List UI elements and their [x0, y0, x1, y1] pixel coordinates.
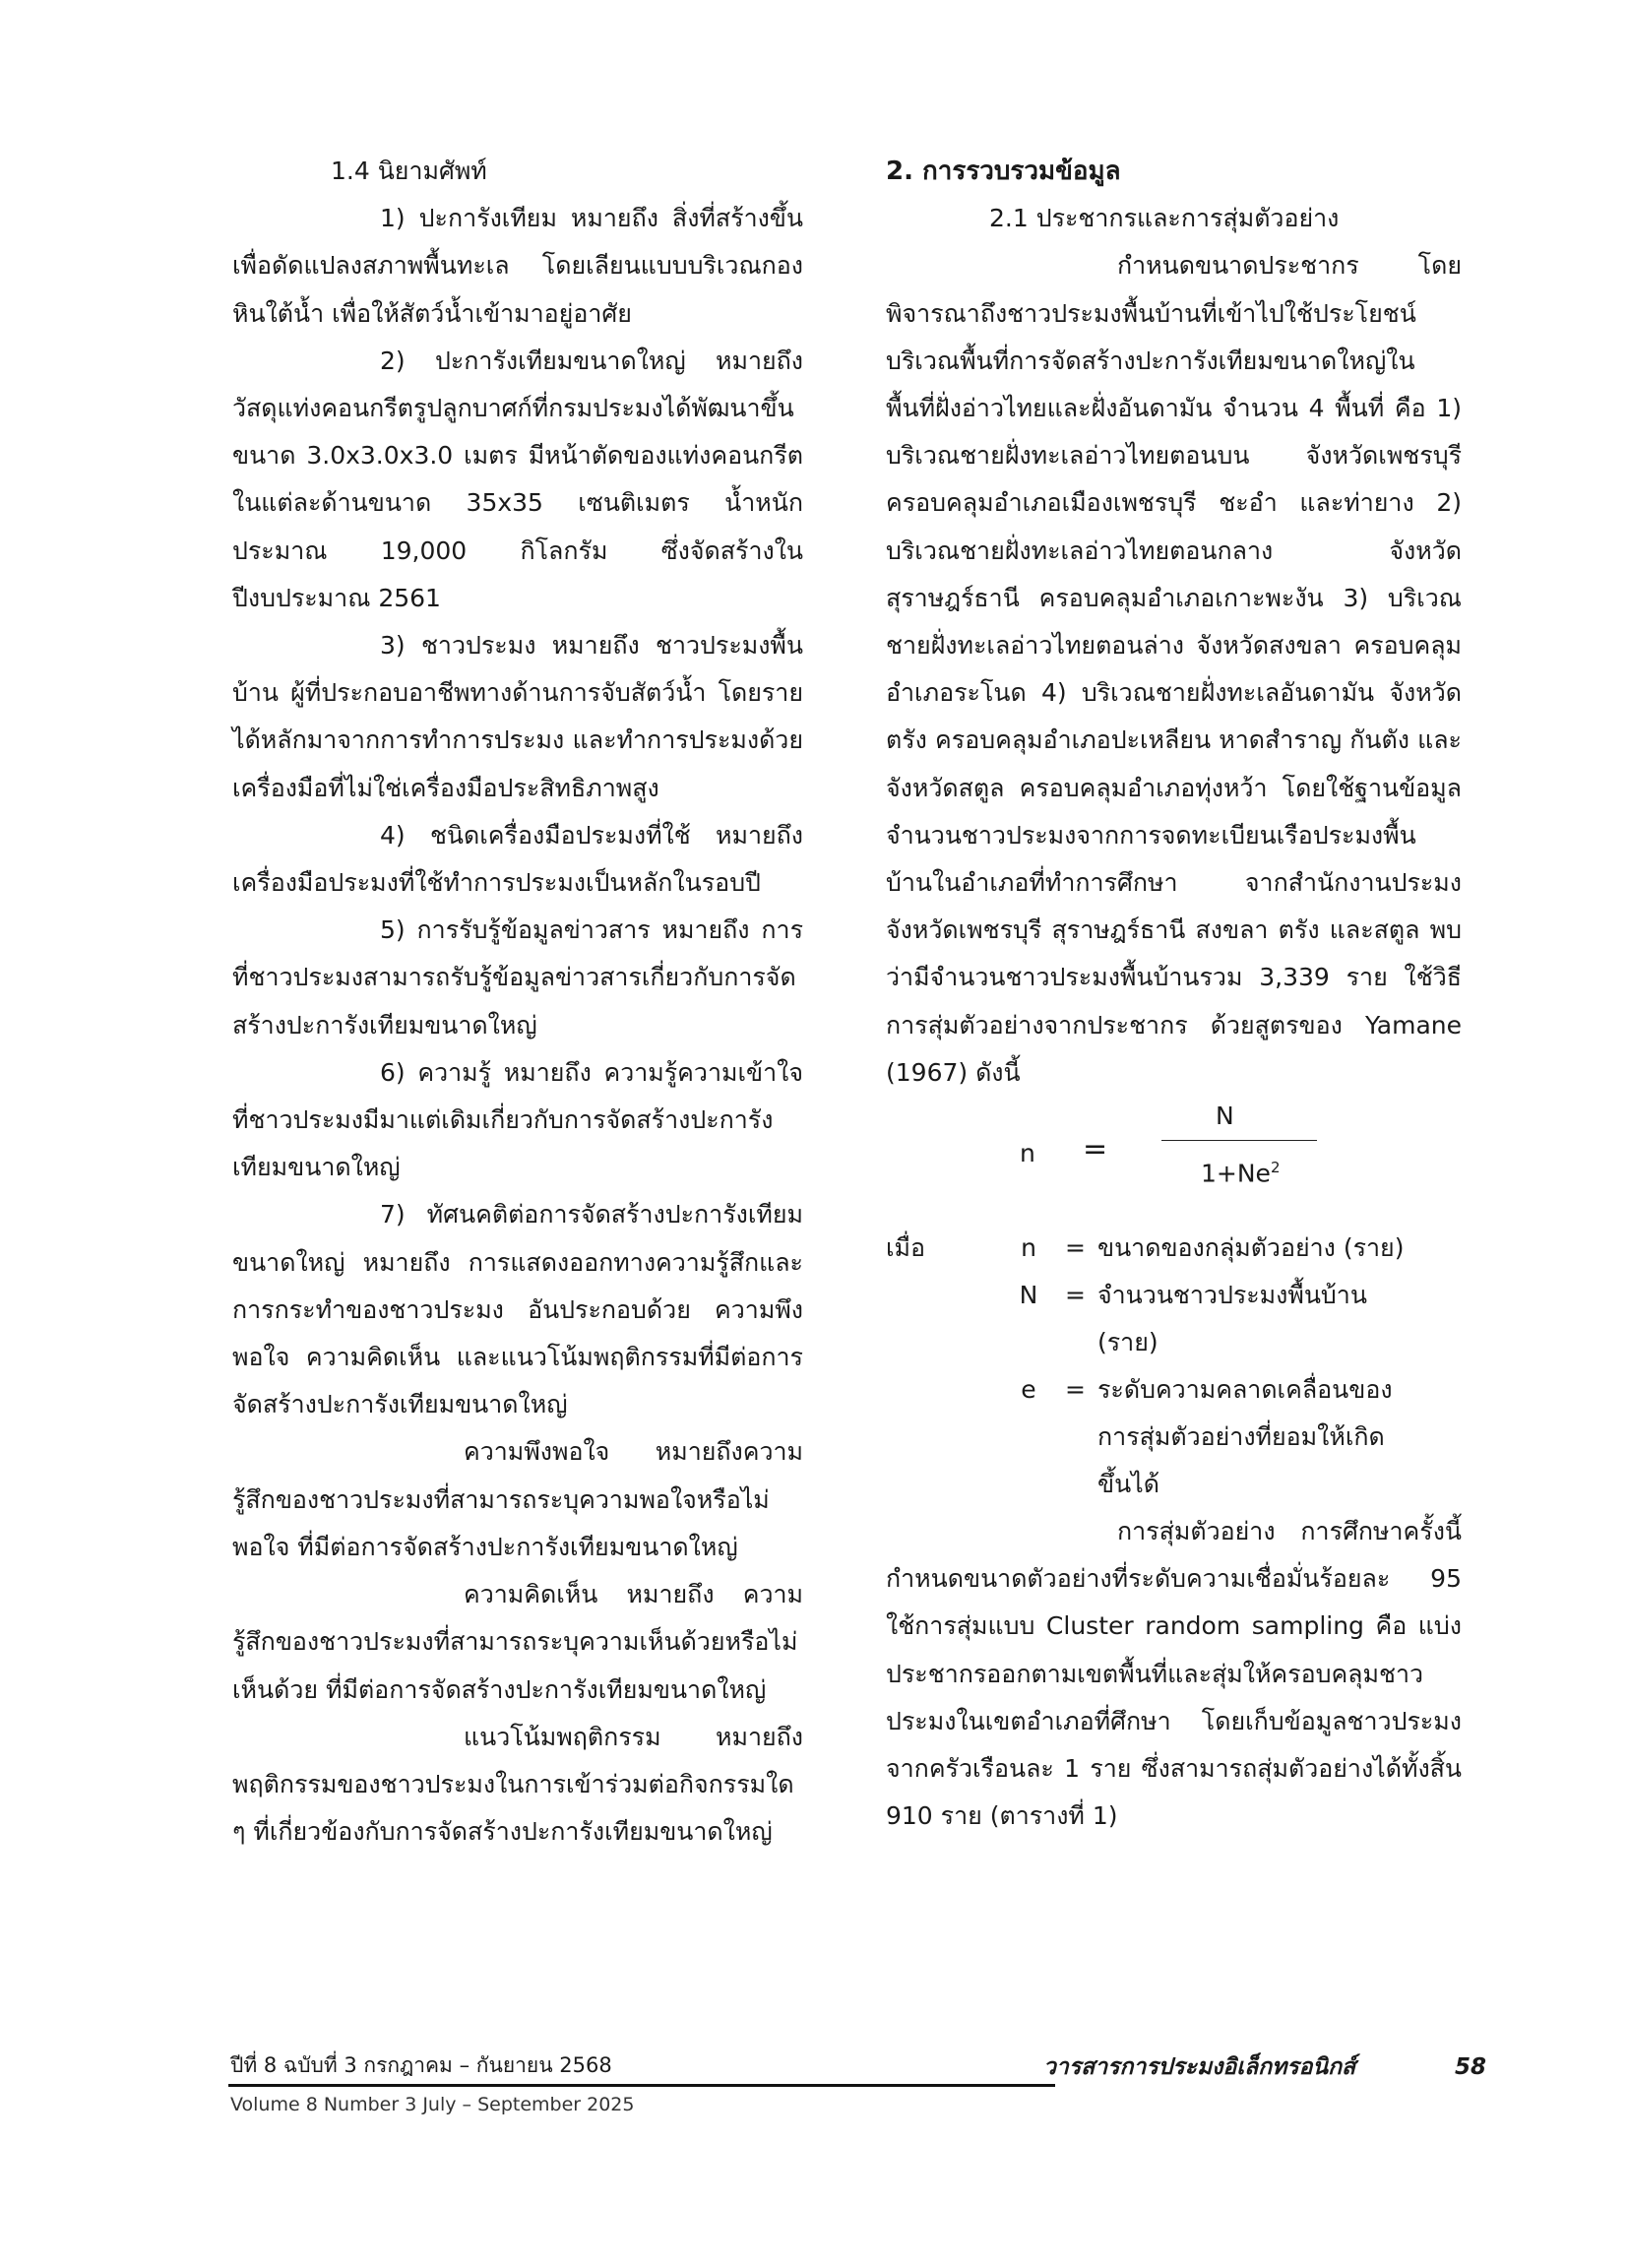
left-column	[232, 148, 803, 1856]
sampling-paragraph: การสุ่มตัวอย่าง การศึกษาครั้งนี้กำหนดขนาดตัวอย่างที่ระดับความเชื่อมั่นร้อยละ 95 ใช้การสุ่มแบบ Cluster random sampling คือ แบ่งประชากรออกตามเขตพื้นที่และสุ่มให้ครอบคลุมชาวประมงในเขตอำเภอที่ศึกษา โดยเก็บข้อมูลชาวประมงจากครัวเรือนละ 1 ราย ซึ่งสามารถสุ่มตัวอย่างได้ทั้งสิ้น 910 ราย (ตารางที่ 1)	[886, 1517, 1462, 1831]
definition-paragraph: 2) ปะการังเทียมขนาดใหญ่ หมายถึง วัสดุแท่งคอนกรีตรูปลูกบาศก์ที่กรมประมงได้พัฒนาขึ้น ขนาด 3.0x3.0x3.0 เมตร มีหน้าตัดของแท่งคอนกรีตในแต่ละด้านขนาด 35x35 เซนติเมตร น้ำหนักประมาณ 19,000 กิโลกรัม ซึ่งจัดสร้างในปีงบประมาณ 2561	[232, 346, 803, 612]
definition-paragraph: 6) ความรู้ หมายถึง ความรู้ความเข้าใจที่ชาวประมงมีมาแต่เดิมเกี่ยวกับการจัดสร้างปะการังเทียมขนาดใหญ่	[232, 1057, 803, 1182]
definition-symbol: N	[1019, 1281, 1038, 1310]
definition-equals: =	[1065, 1233, 1086, 1263]
definition-paragraph: 1) ปะการังเทียม หมายถึง สิ่งที่สร้างขึ้นเพื่อดัดแปลงสภาพพื้นทะเล โดยเลียนแบบบริเวณกองหินใต้น้ำ เพื่อให้สัตว์น้ำเข้ามาอยู่อาศัย	[232, 204, 803, 328]
definitions-label: เมื่อ	[886, 1233, 926, 1263]
definition-equals: =	[1065, 1281, 1086, 1310]
definition-paragraph: 5) การรับรู้ข้อมูลข่าวสาร หมายถึง การที่ชาวประมงสามารถรับรู้ข้อมูลข่าวสารเกี่ยวกับการจัดสร้างปะการังเทียมขนาดใหญ่	[232, 915, 803, 1040]
definition-symbol: e	[1021, 1375, 1036, 1405]
journal-name: วารสารการประมงอิเล็กทรอนิกส์	[1043, 2054, 1356, 2080]
definitions-spacer	[886, 1272, 1004, 1366]
issue-english: Volume 8 Number 3 July – September 2025	[230, 2094, 635, 2115]
section-heading-definitions: 1.4 นิยามศัพท์	[331, 157, 487, 185]
sub-definition-paragraph: ความคิดเห็น หมายถึง ความรู้สึกของชาวประมงที่สามารถระบุความเห็นด้วยหรือไม่เห็นด้วย ที่มีต่อการจัดสร้างปะการังเทียมขนาดใหญ่	[232, 1580, 803, 1704]
right-column	[886, 148, 1462, 1840]
definition-equals: =	[1065, 1375, 1086, 1405]
formula-exponent: 2	[1270, 1159, 1281, 1177]
formula-denominator	[1201, 1144, 1280, 1198]
definition-paragraph: 4) ชนิดเครื่องมือประมงที่ใช้ หมายถึง เครื่องมือประมงที่ใช้ทำการประมงเป็นหลักในรอบปี	[232, 820, 803, 898]
definition-text: จำนวนชาวประมงพื้นบ้าน (ราย)	[1097, 1281, 1367, 1357]
denominator-text: 1+Ne	[1201, 1159, 1271, 1188]
definition-paragraph: 7) ทัศนคติต่อการจัดสร้างปะการังเทียมขนาดใหญ่ หมายถึง การแสดงออกทางความรู้สึกและการกระทำของชาวประมง อันประกอบด้วย ความพึงพอใจ ความคิดเห็น และแนวโน้มพฤติกรรมที่มีต่อการจัดสร้างปะการังเทียมขนาดใหญ่	[232, 1200, 803, 1419]
definition-paragraph: 3) ชาวประมง หมายถึง ชาวประมงพื้นบ้าน ผู้ที่ประกอบอาชีพทางด้านการจับสัตว์น้ำ โดยรายได้หลักมาจากการทำการประมง และทำการประมงด้วยเครื่องมือที่ไม่ใช่เครื่องมือประสิทธิภาพสูง	[232, 631, 803, 802]
footer-divider	[228, 2084, 1055, 2087]
definition-symbol: n	[1021, 1233, 1036, 1263]
sub-definition-paragraph: แนวโน้มพฤติกรรม หมายถึง พฤติกรรมของชาวประมงในการเข้าร่วมต่อกิจกรรมใด ๆ ที่เกี่ยวข้องกับการจัดสร้างปะการังเทียมขนาดใหญ่	[232, 1722, 803, 1847]
formula-numerator: N	[1216, 1102, 1234, 1131]
section-heading-data-collection: 2. การรวบรวมข้อมูล	[886, 157, 1121, 186]
formula-equals: =	[1083, 1132, 1108, 1167]
definitions-spacer	[886, 1366, 1004, 1508]
fraction-bar	[1161, 1140, 1317, 1141]
population-paragraph: กำหนดขนาดประชากร โดยพิจารณาถึงชาวประมงพื้นบ้านที่เข้าไปใช้ประโยชน์บริเวณพื้นที่การจัดสร้างปะการังเทียมขนาดใหญ่ในพื้นที่ฝั่งอ่าวไทยและฝั่งอันดามัน จำนวน 4 พื้นที่ คือ 1) บริเวณชายฝั่งทะเลอ่าวไทยตอนบน จังหวัดเพชรบุรี ครอบคลุมอำเภอเมืองเพชรบุรี ชะอำ และท่ายาง 2) บริเวณชายฝั่งทะเลอ่าวไทยตอนกลาง จังหวัดสุราษฎร์ธานี ครอบคลุมอำเภอเกาะพะงัน 3) บริเวณชายฝั่งทะเลอ่าวไทยตอนล่าง จังหวัดสงขลา ครอบคลุมอำเภอระโนด 4) บริเวณชายฝั่งทะเลอันดามัน จังหวัดตรัง ครอบคลุมอำเภอปะเหลียน หาดสำราญ กันตัง และจังหวัดสตูล ครอบคลุมอำเภอทุ่งหว้า โดยใช้ฐานข้อมูลจำนวนชาวประมงจากการจดทะเบียนเรือประมงพื้นบ้านในอำเภอที่ทำการศึกษา จากสำนักงานประมงจังหวัดเพชรบุรี สุราษฎร์ธานี สงขลา ตรัง และสตูล พบว่ามีจำนวนชาวประมงพื้นบ้านรวม 3,339 ราย ใช้วิธีการสุ่มตัวอย่างจากประชากร ด้วยสูตรของ Yamane (1967) ดังนี้	[886, 251, 1462, 1087]
definition-text: ระดับความคลาดเคลื่อนของการสุ่มตัวอย่างที่ยอมให้เกิดขึ้นได้	[1097, 1375, 1393, 1499]
page-number: 58	[1455, 2054, 1487, 2080]
yamane-formula	[886, 1097, 1462, 1225]
sub-definition-paragraph: ความพึงพอใจ หมายถึงความรู้สึกของชาวประมงที่สามารถระบุความพอใจหรือไม่พอใจ ที่มีต่อการจัดสร้างปะการังเทียมขนาดใหญ่	[232, 1437, 803, 1561]
subsection-heading-population: 2.1 ประชากรและการสุ่มตัวอย่าง	[989, 204, 1340, 233]
definitions-list	[886, 1225, 1462, 1508]
issue-thai: ปีที่ 8 ฉบับที่ 3 กรกฎาคม – กันยายน 2568	[230, 2053, 612, 2077]
formula-lhs: n	[1020, 1139, 1035, 1168]
definition-text: ขนาดของกลุ่มตัวอย่าง (ราย)	[1097, 1233, 1405, 1263]
